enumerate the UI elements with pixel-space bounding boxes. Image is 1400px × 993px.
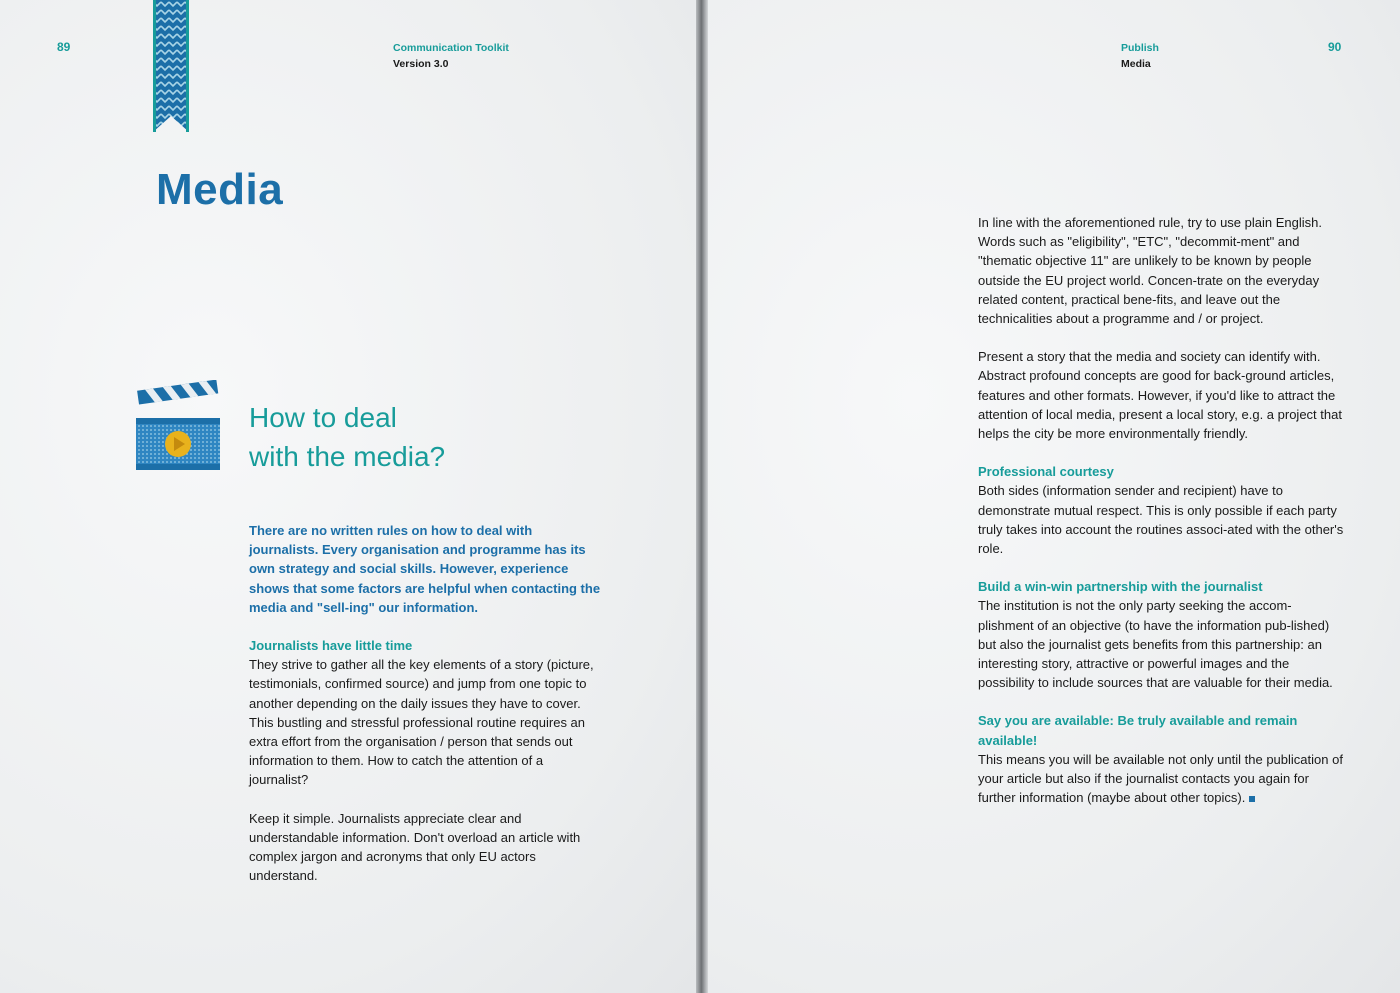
left-page-number: 89 xyxy=(57,40,71,54)
right-header-line1: Publish xyxy=(1121,42,1159,54)
page-title: Media xyxy=(156,165,284,214)
section-heading-journalists: Journalists have little time xyxy=(249,638,413,654)
section-partnership xyxy=(978,577,1346,692)
section-body-journalists: They strive to gather all the key elements of a story (picture, testimonials, confirmed source) and jump from one topic to another depending on the daily issues they have to cover. This bustling and stressful professional routine requires an extra effort from the organisation / person that sends out information to them. How to catch the attention of a journalist? xyxy=(249,657,594,788)
subtitle-line1: How to deal xyxy=(249,402,397,433)
section-available xyxy=(978,711,1346,807)
paragraph-keep-simple: Keep it simple. Journalists appreciate clear and understandable information. Don't overload an article with complex jargon and acronyms that only EU actors understand. xyxy=(249,810,581,884)
right-page xyxy=(708,0,1400,993)
section-body-courtesy: Both sides (information sender and recipient) have to demonstrate mutual respect. This is only possible if each party truly takes into account the routines associ-ated with the other's role. xyxy=(978,483,1344,557)
section-heading-available: Say you are available: Be truly available and remain available! xyxy=(978,713,1298,748)
left-text-column xyxy=(249,521,605,904)
section-courtesy xyxy=(978,462,1346,558)
subtitle-line2: with the media? xyxy=(249,441,446,472)
right-text-column xyxy=(978,213,1346,826)
book-gutter xyxy=(696,0,708,993)
section-heading-courtesy: Professional courtesy xyxy=(978,464,1114,480)
right-page-number: 90 xyxy=(1328,40,1342,54)
section-body-available: This means you will be available not only until the publication of your article but also if the journalist contacts you again for further information (maybe about other topics). xyxy=(978,751,1343,806)
section-subtitle xyxy=(249,398,445,476)
clapperboard-icon xyxy=(133,380,223,472)
lead-paragraph: There are no written rules on how to deal with journalists. Every organisation and programme has its own strategy and social skills. However, experience shows that some factors are helpful when contacting the media and "sell-ing" our information. xyxy=(249,523,601,615)
paragraph-plain-english: In line with the aforementioned rule, try to use plain English. Words such as "eligibility", "ETC", "decommit-ment" and "thematic objective 11" are unlikely to be known by people outside the EU project world. Concen-trate on the everyday related content, practical bene-fits, and leave out the technicalities about a programme and / or project. xyxy=(978,215,1322,327)
left-header-line2: Version 3.0 xyxy=(393,58,449,70)
right-header-line2: Media xyxy=(1121,58,1151,70)
section-heading-partnership: Build a win-win partnership with the journalist xyxy=(978,579,1263,595)
left-page xyxy=(0,0,696,993)
paragraph-present-story: Present a story that the media and society can identify with. Abstract profound concepts are good for back-ground articles, features and other formats. However, if you'd like to attract the attention of local media, present a local story, e.g. a project that helps the city be more environmentally friendly. xyxy=(978,349,1342,442)
left-running-header xyxy=(393,40,509,72)
end-mark-icon xyxy=(1249,796,1255,802)
right-running-header xyxy=(1121,40,1159,72)
ribbon-bookmark-icon xyxy=(153,0,189,132)
left-header-line1: Communication Toolkit xyxy=(393,42,509,54)
section-body-partnership: The institution is not the only party seeking the accom-plishment of an objective (to have the information pub-lished) but also the journalist gets benefits from this partnership: an interesting story, attractive or powerful images and the possibility to include sources that are valuable for their media. xyxy=(978,598,1333,691)
section-journalists xyxy=(249,636,605,790)
